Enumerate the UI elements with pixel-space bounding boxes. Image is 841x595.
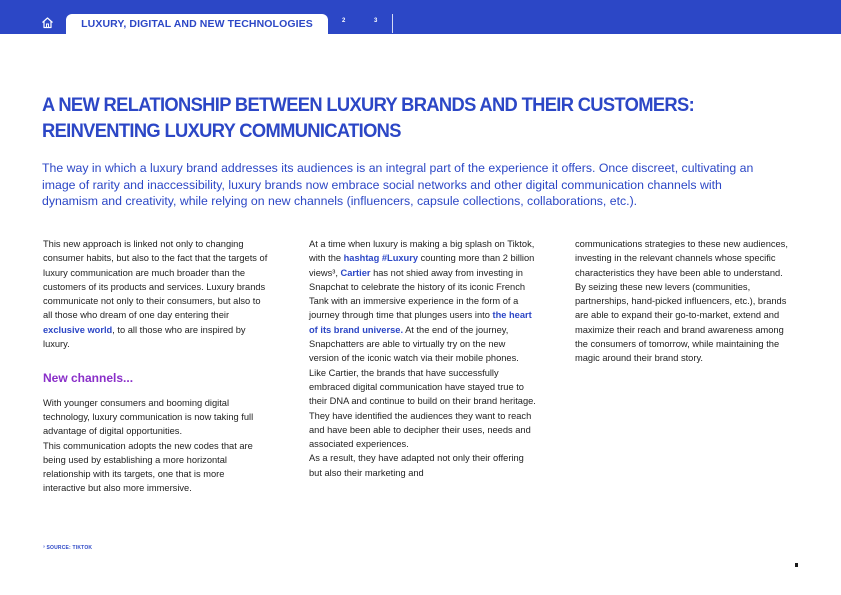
text-run: has not shied away from investing in Snapchat to celebrate the history of its iconic French Tank with an immersive experience in the form of a journey through time that plunges users into [309,267,526,321]
tab-divider [392,14,393,33]
tab-page-3[interactable]: 3 [374,18,378,24]
intro-paragraph: The way in which a luxury brand addresses its audiences is an integral part of the experience it offers. Once discreet, cultivating an image of rarity and inaccessibility, luxury brands now embrace social networks and other digital communication channels with dynamism and creativity, while relying on new channels (influencers, capsule collections, collaborations, etc.). [42,161,754,208]
column-1-paragraph-1 [43,237,268,351]
page-title [42,92,694,144]
home-icon[interactable] [41,16,54,29]
highlight-hashtag-luxury: hashtag #Luxury [343,253,419,264]
column-3-paragraph-2: By seizing these new levers (communities, partnerships, hand-picked influencers, etc.), brands are able to expand their go-to-market, extend and maximize their reach and brand awareness among the consumers of tomorrow, while maintaining the magic around their brand story. [575,281,787,364]
highlight-cartier: Cartier [340,267,371,278]
subheading-new-channels: New channels... [43,371,134,386]
text-run: At a time when luxury is making a big splash on Tiktok, with the [309,239,535,264]
page-title-line-2: REINVENTING LUXURY COMMUNICATIONS [42,120,401,142]
text-run: This new approach is linked not only to changing consumer habits, but also to the fact that the targets of luxury communication are much broader than the customers of its products and services. Luxury brands communicate not only to their consumers, but also to all those who dream of one day entering their [43,239,268,321]
text-run: counting more than 2 billion views³, [309,253,535,278]
highlight-brand-universe: the heart of its brand universe. [309,310,532,335]
tab-luxury-digital-new-technologies[interactable]: LUXURY, DIGITAL AND NEW TECHNOLOGIES [66,14,328,34]
top-navigation-bar [0,0,841,34]
text-column-1 [43,237,268,496]
text-run: , to all those who are inspired by luxury. [43,324,246,350]
column-1-paragraph-2: With younger consumers and booming digital technology, luxury communication is now taking full advantage of digital opportunities. [43,397,254,437]
column-2-paragraph-2: Like Cartier, the brands that have successfully embraced digital communication have stayed true to their DNA and continue to build on their brand heritage. They have identified the audiences they want to reach and have been able to decipher their uses, needs and associated experiences. [309,367,536,450]
text-column-2 [309,237,537,480]
text-run: At the end of the journey, Snapchatters are able to virtually try on the new version of the iconic watch via their mobile phones. [309,324,519,364]
column-1-paragraph-3: This communication adopts the new codes that are being used by establishing a more horizontal relationship with its targets, one that is more interactive but also more immersive. [43,440,253,494]
column-2-paragraph-1 [309,237,537,366]
highlight-exclusive-world: exclusive world [43,324,113,335]
column-2-paragraph-3: As a result, they have adapted not only their offering but also their marketing and [309,453,524,478]
tab-page-2[interactable]: 2 [342,18,346,24]
text-column-3 [575,237,795,366]
column-3-paragraph-1: communications strategies to these new audiences, investing in the relevant channels whose specific characteristics they have been able to understand. [575,239,788,278]
footnote-source: ³ SOURCE: TIKTOK [43,545,93,551]
page-marker [795,563,798,567]
page-title-line-1: A NEW RELATIONSHIP BETWEEN LUXURY BRANDS AND THEIR CUSTOMERS: [42,94,695,116]
